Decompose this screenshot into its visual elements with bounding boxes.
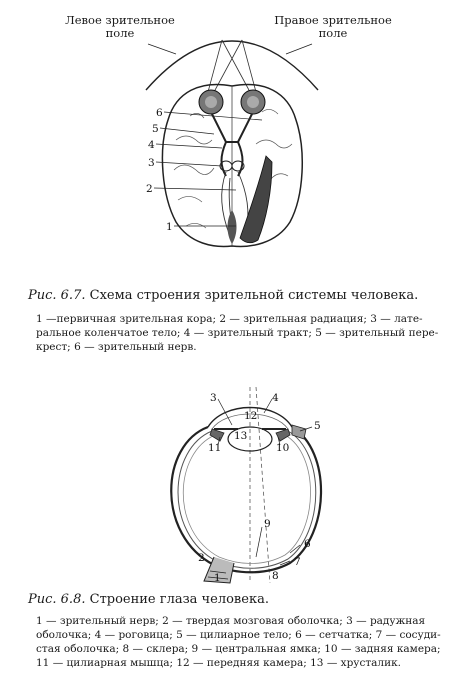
- callout-4: 4: [148, 139, 155, 151]
- right-field-leader: [286, 44, 312, 54]
- ciliary-body-left: [210, 429, 224, 441]
- eye-structure-diagram: [0, 385, 464, 585]
- choroid: [178, 431, 316, 568]
- eye-callout-9: 9: [264, 518, 271, 530]
- figure-6-8-legend: [36, 614, 446, 670]
- eye-callout-12: 12: [244, 410, 258, 422]
- eye-callout-4: 4: [272, 392, 279, 404]
- figure-6-8-caption: [28, 592, 448, 607]
- callout-3: 3: [148, 157, 155, 169]
- eye-callout-5: 5: [314, 420, 321, 432]
- right-eye: [241, 90, 265, 114]
- legend-line: оболочка; 4 — роговица; 5 — цилиарное тело; 6 — сетчатка; 7 — сосуди-: [36, 629, 441, 641]
- ciliary-body-right: [276, 429, 290, 441]
- legend-line: ральное коленчатое тело; 4 — зрительный тракт; 5 — зрительный пере-: [36, 327, 439, 339]
- figure-6-7-caption: [28, 288, 448, 303]
- left-field-leader: [148, 44, 176, 54]
- eye-callout-8: 8: [272, 570, 279, 582]
- figure-6-8-title: Строение глаза человека.: [89, 592, 269, 607]
- callout-5: 5: [152, 123, 159, 135]
- legend-line: стая оболочка; 8 — склера; 9 — центральная ямка; 10 — задняя камера;: [36, 643, 441, 655]
- visual-system-diagram: [0, 0, 464, 270]
- right-visual-field-label: Правое зрительное поле: [274, 13, 392, 40]
- figure-6-8-prefix: Рис. 6.8.: [28, 592, 86, 607]
- figure-6-7-title: Схема строения зрительной системы человека.: [89, 288, 419, 303]
- callout-2: 2: [146, 183, 153, 195]
- eye-callout-3: 3: [210, 392, 217, 404]
- eye-callout-2: 2: [198, 552, 205, 564]
- eye-callout-10: 10: [276, 442, 290, 454]
- eye-callout-13: 13: [234, 430, 248, 442]
- ciliary-muscle-attachment: [292, 425, 306, 439]
- eye-callout-1: 1: [214, 572, 221, 584]
- legend-line: крест; 6 — зрительный нерв.: [36, 341, 197, 353]
- visual-cortex-right: [240, 156, 272, 243]
- legend-line: 1 — зрительный нерв; 2 — твердая мозговая оболочка; 3 — радужная: [36, 615, 426, 627]
- callout-1: 1: [166, 221, 173, 233]
- left-eye: [199, 90, 223, 114]
- eye-callout-11: 11: [208, 442, 222, 454]
- figure-6-7-legend: [36, 312, 444, 354]
- sclera-outer: [171, 427, 321, 572]
- callout-6: 6: [156, 107, 163, 119]
- legend-line: 11 — цилиарная мышца; 12 — передняя камера; 13 — хрусталик.: [36, 657, 401, 669]
- figure-6-7-prefix: Рис. 6.7.: [28, 288, 86, 303]
- eye-callout-7: 7: [294, 556, 301, 568]
- eye-callout-6: 6: [304, 538, 311, 550]
- left-visual-field-label: Левое зрительное поле: [65, 13, 175, 40]
- visual-cortex-left: [228, 210, 237, 244]
- visual-field-arc: [146, 41, 318, 90]
- retina: [183, 435, 310, 564]
- legend-line: 1 —первичная зрительная кора; 2 — зрительная радиация; 3 — лате-: [36, 313, 423, 325]
